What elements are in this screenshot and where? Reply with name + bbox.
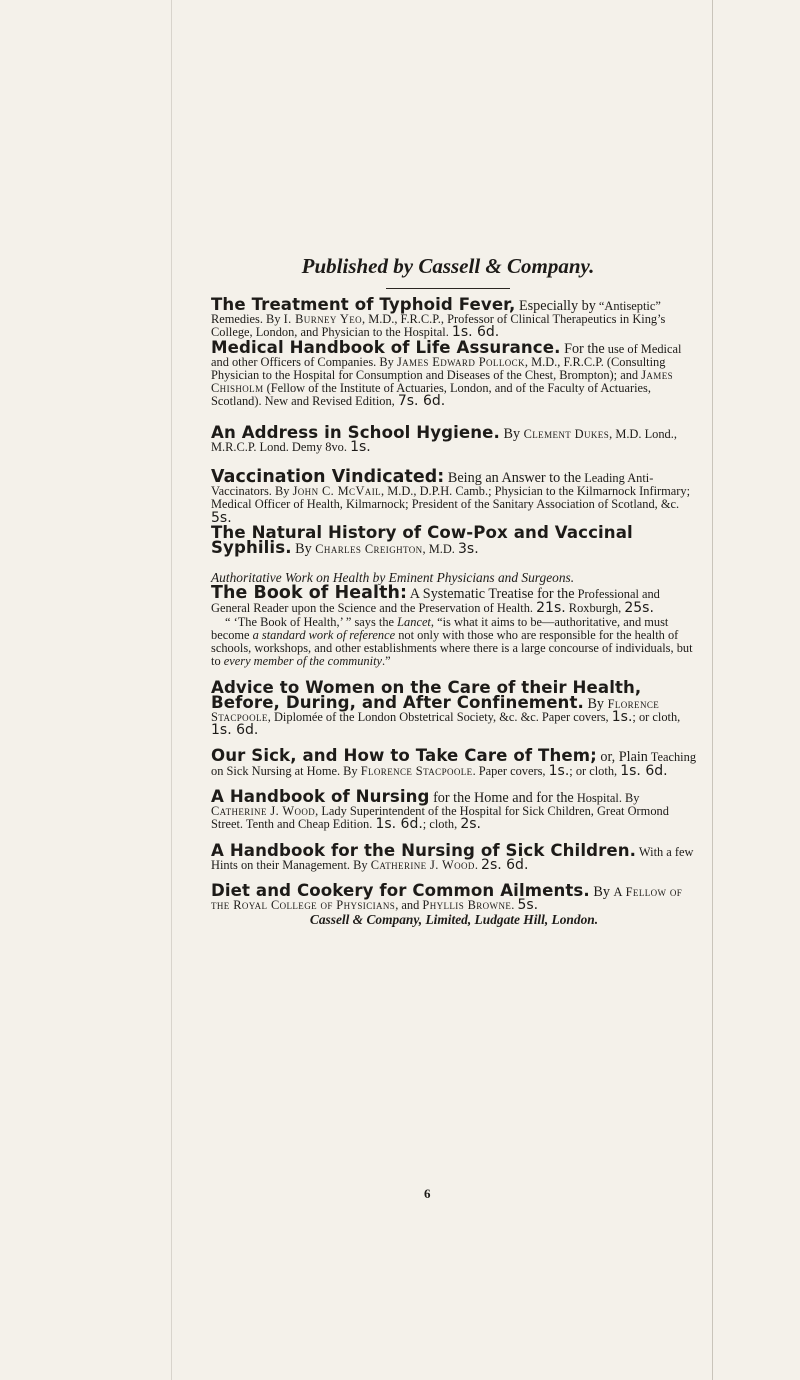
- author: James Chisholm: [211, 368, 674, 396]
- price: 25s.: [624, 599, 654, 616]
- entry-title: A Handbook of Nursing: [211, 786, 430, 806]
- entry-title: The Natural History of Cow-Pox and Vaccinal Syphilis.: [211, 522, 633, 558]
- entry-typhoid-fever: The Treatment of Typhoid Fever, Especially by “Antiseptic” Remedies. By I. Burney Yeo, M.D., F.R.C.P., Professor of Clinical Therapeutics in King’s College, London, and Physician to the Hospital. 1s. 6d.: [211, 295, 666, 341]
- publisher-imprint: Cassell & Company, Limited, Ludgate Hill, London.: [309, 912, 599, 928]
- author: Charles Creighton: [315, 542, 423, 557]
- entry-vaccination-vindicated: Vaccination Vindicated: Being an Answer to the Leading Anti-Vaccinators. By John C. McVail, M.D., D.P.H. Camb.; Physician to the Kilmarnock Infirmary; Medical Officer of Health, Kilmarnock; President of the Sanitary Association of Scotland, &c. 5s.: [211, 467, 691, 526]
- price: 7s. 6d.: [397, 393, 446, 410]
- price: 3s.: [458, 541, 479, 558]
- entry-our-sick: Our Sick, and How to Take Care of Them; or, Plain Teaching on Sick Nursing at Home. By Florence Stacpoole. Paper covers, 1s.; or cloth, 1s. 6d.: [211, 746, 697, 779]
- price: 2s.: [460, 816, 481, 833]
- author: Phyllis Browne: [422, 898, 512, 913]
- price: 1s. 6d.: [620, 762, 668, 779]
- price: 5s.: [517, 897, 539, 914]
- author: A Fellow of the Royal College of Physicians: [211, 884, 683, 913]
- entry-book-of-health: The Book of Health: A Systematic Treatise for the Professional and General Reader upon the Science and the Preservation of Health. 21s. Roxburgh, 25s.: [211, 583, 660, 616]
- author: Clement Dukes: [523, 426, 610, 441]
- author: John C. McVail: [292, 484, 382, 499]
- entry-title: Our Sick, and How to Take Care of Them;: [211, 746, 597, 766]
- page-number: 6: [424, 1186, 431, 1201]
- catalogue-body: [211, 295, 697, 928]
- entry-title: An Address in School Hygiene.: [211, 422, 500, 442]
- price: 1s.: [548, 762, 570, 779]
- lancet-quote: “ ‘The Book of Health,’ ” says the Lancet, “is what it aims to be—authoritative, and must become a standard work of reference not only with those who are responsible for the health of schools, workshops, and other establishments where there is a large concourse of individuals, but to every member of the community.”: [211, 614, 693, 669]
- entry-title: Medical Handbook of Life Assurance.: [211, 337, 561, 357]
- entry-nursing-sick-children: A Handbook for the Nursing of Sick Children. With a few Hints on their Management. By Catherine J. Wood. 2s. 6d.: [211, 840, 694, 873]
- entry-diet-cookery: Diet and Cookery for Common Ailments. By A Fellow of the Royal College of Physicians, and Phyllis Browne. 5s.: [211, 880, 683, 914]
- price: 1s. 6d.: [451, 324, 500, 341]
- entry-title: Vaccination Vindicated:: [211, 467, 445, 488]
- price: 2s. 6d.: [481, 856, 529, 873]
- price: 1s. 6d.: [211, 722, 259, 739]
- author: Florence Stacpoole: [360, 763, 473, 778]
- entry-school-hygiene: An Address in School Hygiene. By Clement Dukes, M.D. Lond., M.R.C.P. Lond. Demy 8vo. 1s.: [211, 422, 677, 455]
- author: Catherine J. Wood: [211, 804, 316, 819]
- price: 1s.: [350, 438, 371, 455]
- entry-title: Advice to Women on the Care of their Health, Before, During, and After Confinement.: [211, 677, 642, 712]
- entry-handbook-nursing: A Handbook of Nursing for the Home and for the Hospital. By Catherine J. Wood, Lady Superintendent of the Hospital for Sick Children, Great Ormond Street. Tenth and Cheap Edition. 1s. 6d.; cloth, 2s.: [211, 786, 669, 833]
- price: 21s.: [536, 599, 566, 616]
- price: 1s.: [611, 709, 633, 726]
- author: I. Burney Yeo: [283, 312, 362, 327]
- price: 5s.: [211, 509, 232, 526]
- entry-title: A Handbook for the Nursing of Sick Children.: [211, 840, 637, 860]
- quote-source: Lancet: [397, 614, 431, 629]
- author: Catherine J. Wood: [370, 857, 475, 872]
- entry-title: The Book of Health:: [211, 583, 408, 604]
- author: Florence Stacpoole: [211, 696, 660, 725]
- publisher-header: Published by Cassell & Company.: [301, 254, 595, 278]
- entry-title: The Treatment of Typhoid Fever,: [211, 295, 516, 314]
- header-rule: [386, 288, 510, 289]
- entry-advice-to-women: Advice to Women on the Care of their Health, Before, During, and After Confinement. By Florence Stacpoole, Diplomée of the London Obstetrical Society, &c. &c. Paper covers, 1s.; or cloth, 1s. 6d.: [211, 677, 681, 739]
- price: 1s. 6d.: [375, 816, 423, 833]
- entry-title: Diet and Cookery for Common Ailments.: [211, 880, 590, 900]
- section-subhead: Authoritative Work on Health by Eminent Physicians and Surgeons.: [211, 570, 575, 586]
- author: James Edward Pollock: [396, 354, 525, 369]
- entry-life-assurance: Medical Handbook of Life Assurance. For the use of Medical and other Officers of Companies. By James Edward Pollock, M.D., F.R.C.P. (Consulting Physician to the Hospital for Consumption and Diseases of the Chest, Brompton); and James Chisholm (Fellow of the Institute of Actuaries, London, and of the Faculty of Actuaries, Scotland). New and Revised Edition, 7s. 6d.: [211, 337, 682, 410]
- entry-cow-pox: The Natural History of Cow-Pox and Vaccinal Syphilis. By Charles Creighton, M.D. 3s.: [211, 522, 633, 558]
